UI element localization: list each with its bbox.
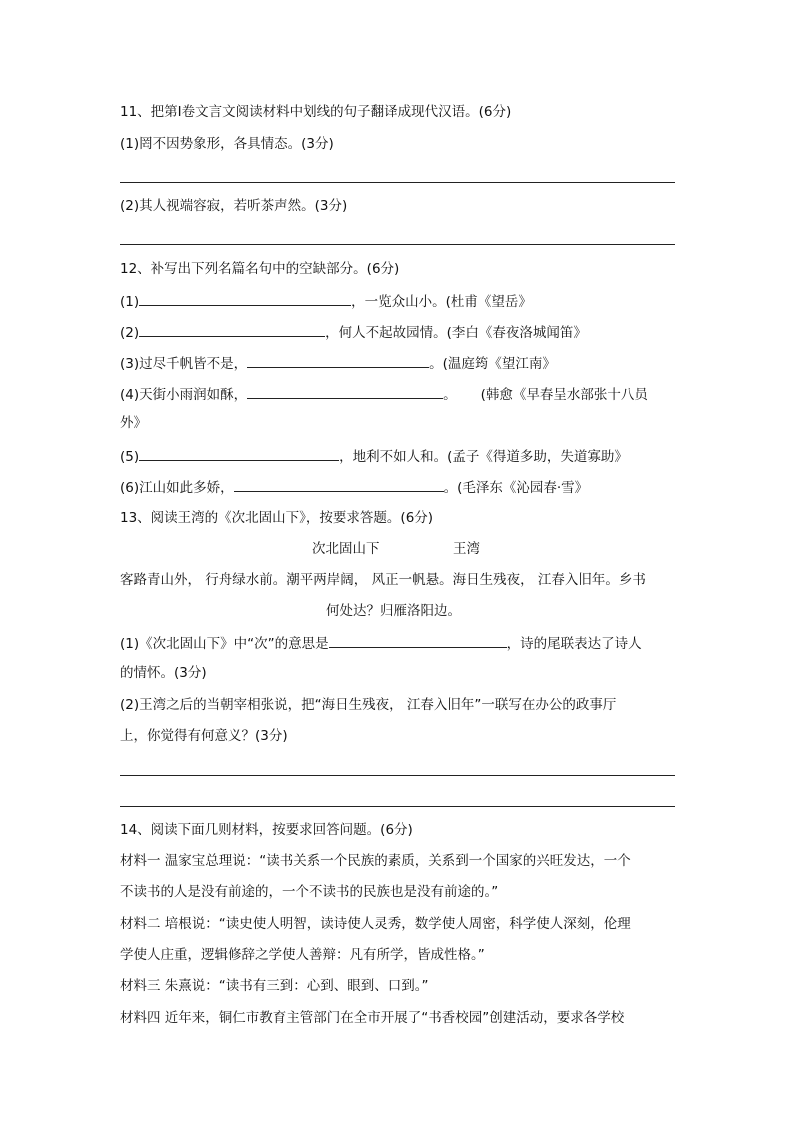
- material-1-line-1: 材料一 温家宝总理说：“读书关系一个民族的素质，关系到一个国家的兴旺发达，一个: [120, 853, 631, 869]
- material-1-line-2: 不读书的人是没有前途的，一个不读书的民族也是没有前途的。”: [120, 884, 499, 900]
- q12-item-3: [120, 352, 556, 374]
- q12-item-5-suffix: ，地利不如人和。(孟子《得道多助，失道寡助》: [339, 449, 628, 465]
- q13-title: 13、阅读王湾的《次北固山下》，按要求答题。(6分): [120, 510, 434, 526]
- q12-item-4: [120, 383, 648, 405]
- q12-item-5: [120, 445, 628, 467]
- q13-item-2-line-2: 上，你觉得有何意义？(3分): [120, 728, 288, 744]
- q12-item-2-prefix: (2): [120, 325, 140, 341]
- q11-item-1: (1)罔不因势象形，各具情态。(3分): [120, 136, 334, 152]
- q13-item-1-prefix: (1)《次北固山下》中“次”的意思是: [120, 636, 329, 652]
- q13-item-2-line-1: (2)王湾之后的当朝宰相张说，把“海日生残夜， 江春入旧年”一联写在办公的政事厅: [120, 697, 617, 713]
- poem-title: 次北固山下: [312, 541, 380, 557]
- poem-author: 王湾: [453, 541, 480, 557]
- q12-item-1-prefix: (1): [120, 294, 140, 310]
- material-2-line-1: 材料二 培根说：“读史使人明智，读诗使人灵秀，数学使人周密，科学使人深刻，伦理: [120, 916, 631, 932]
- fill-blank[interactable]: [247, 383, 443, 399]
- q12-item-6-suffix: 。(毛泽东《沁园春·雪》: [443, 480, 589, 496]
- q12-item-1-suffix: ，一览众山小。(杜甫《望岳》: [351, 294, 532, 310]
- q12-item-2: [120, 321, 587, 343]
- fill-blank[interactable]: [139, 445, 339, 461]
- fill-blank[interactable]: [139, 321, 325, 337]
- answer-line[interactable]: [120, 775, 675, 776]
- q12-item-3-prefix: (3)过尽千帆皆不是，: [120, 356, 248, 372]
- q12-item-3-suffix: 。(温庭筠《望江南》: [429, 356, 556, 372]
- q12-title: 12、补写出下列名篇名句中的空缺部分。(6分): [120, 261, 400, 277]
- q14-title: 14、阅读下面几则材料，按要求回答问题。(6分): [120, 822, 413, 838]
- fill-blank[interactable]: [247, 352, 429, 368]
- material-4: 材料四 近年来，铜仁市教育主管部门在全市开展了“书香校园”创建活动，要求各学校: [120, 1010, 625, 1026]
- q12-item-4-source: (韩愈《早春呈水部张十八员: [480, 387, 648, 403]
- q12-item-4-suffix: 。: [443, 387, 457, 403]
- q12-item-1: [120, 290, 532, 312]
- fill-blank[interactable]: [329, 632, 507, 648]
- fill-blank[interactable]: [139, 290, 351, 306]
- q12-item-6: [120, 476, 588, 498]
- material-3: 材料三 朱熹说：“读书有三到：心到、眼到、口到。”: [120, 978, 429, 994]
- q11-item-2: (2)其人视端容寂，若听茶声然。(3分): [120, 198, 348, 214]
- q12-item-4-continued: 外》: [120, 415, 147, 431]
- material-2-line-2: 学使人庄重，逻辑修辞之学使人善辩：凡有所学，皆成性格。”: [120, 947, 485, 963]
- answer-line[interactable]: [120, 182, 675, 183]
- q12-item-6-prefix: (6)江山如此多娇，: [120, 480, 234, 496]
- q13-item-1: [120, 632, 642, 654]
- q11-title: 11、把第Ⅰ卷文言文阅读材料中划线的句子翻译成现代汉语。(6分): [120, 104, 512, 120]
- answer-line[interactable]: [120, 806, 675, 807]
- q12-item-4-prefix: (4)天街小雨润如酥，: [120, 387, 248, 403]
- q13-item-1-suffix: ，诗的尾联表达了诗人: [506, 636, 642, 652]
- q12-item-2-suffix: ，何人不起故园情。(李白《春夜洛城闻笛》: [325, 325, 587, 341]
- poem-line-1: 客路青山外， 行舟绿水前。潮平两岸阔， 风正一帆悬。海日生残夜， 江春入旧年。乡书: [120, 572, 646, 588]
- q12-item-5-prefix: (5): [120, 449, 140, 465]
- fill-blank[interactable]: [234, 476, 444, 492]
- poem-line-2: 何处达？归雁洛阳边。: [326, 603, 461, 619]
- q13-item-1-continued: 的情怀。(3分): [120, 665, 207, 681]
- answer-line[interactable]: [120, 244, 675, 245]
